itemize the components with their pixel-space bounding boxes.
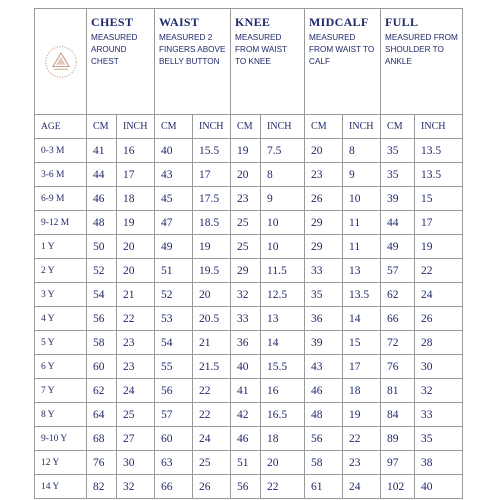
age-cell: 6 Y	[35, 355, 87, 379]
measurement-cell: 81	[381, 379, 415, 403]
knee-title: KNEE	[235, 15, 271, 29]
measurement-cell: 60	[155, 427, 193, 451]
measurement-cell: 19.5	[193, 259, 231, 283]
measurement-cell: 7.5	[261, 139, 305, 163]
measurement-cell: 55	[155, 355, 193, 379]
measurement-cell: 40	[415, 475, 463, 499]
measurement-cell: 89	[381, 427, 415, 451]
measurement-cell: 13.5	[343, 283, 381, 307]
measurement-cell: 56	[155, 379, 193, 403]
measurement-cell: 23	[343, 451, 381, 475]
full-title: FULL	[385, 15, 419, 29]
table-row	[35, 451, 463, 475]
measurement-cell: 52	[87, 259, 117, 283]
measurement-cell: 20	[117, 235, 155, 259]
measurement-cell: 20	[261, 451, 305, 475]
measurement-cell: 22	[193, 403, 231, 427]
table-row	[35, 331, 463, 355]
measurement-cell: 22	[261, 475, 305, 499]
measurement-cell: 18	[117, 187, 155, 211]
measurement-cell: 41	[231, 379, 261, 403]
measurement-cell: 50	[87, 235, 117, 259]
measurement-cell: 10	[343, 187, 381, 211]
age-cell: 1 Y	[35, 235, 87, 259]
measurement-cell: 48	[87, 211, 117, 235]
unit-header-inch: INCH	[415, 115, 463, 139]
measurement-cell: 61	[305, 475, 343, 499]
measurement-cell: 15	[343, 331, 381, 355]
measurement-cell: 23	[117, 355, 155, 379]
measurement-cell: 35	[381, 139, 415, 163]
measurement-cell: 22	[117, 307, 155, 331]
chest-header	[87, 9, 155, 115]
measurement-cell: 39	[381, 187, 415, 211]
measurement-cell: 44	[381, 211, 415, 235]
measurement-cell: 15	[415, 187, 463, 211]
table-row	[35, 139, 463, 163]
measurement-cell: 21.5	[193, 355, 231, 379]
logo-cell	[35, 9, 87, 115]
measurement-cell: 28	[415, 331, 463, 355]
measurement-cell: 46	[87, 187, 117, 211]
size-rows	[35, 139, 463, 499]
age-cell: 9-10 Y	[35, 427, 87, 451]
measurement-cell: 72	[381, 331, 415, 355]
measurement-cell: 8	[261, 163, 305, 187]
measurement-cell: 14	[261, 331, 305, 355]
measurement-cell: 49	[381, 235, 415, 259]
table-row	[35, 475, 463, 499]
measurement-cell: 33	[305, 259, 343, 283]
age-cell: 7 Y	[35, 379, 87, 403]
measurement-cell: 19	[343, 403, 381, 427]
age-cell: 0-3 M	[35, 139, 87, 163]
measurement-cell: 76	[381, 355, 415, 379]
unit-header-inch: INCH	[261, 115, 305, 139]
measurement-cell: 17	[415, 211, 463, 235]
waist-description: MEASURED 2 FINGERS ABOVE BELLY BUTTON	[159, 33, 226, 66]
measurement-cell: 20	[231, 163, 261, 187]
measurement-cell: 47	[155, 211, 193, 235]
measurement-cell: 15.5	[261, 355, 305, 379]
measurement-cell: 49	[155, 235, 193, 259]
measurement-cell: 58	[87, 331, 117, 355]
measurement-cell: 29	[305, 211, 343, 235]
measurement-cell: 62	[381, 283, 415, 307]
measurement-cell: 26	[193, 475, 231, 499]
measurement-cell: 33	[415, 403, 463, 427]
measurement-cell: 36	[305, 307, 343, 331]
measurement-cell: 13	[343, 259, 381, 283]
unit-header-cm: CM	[155, 115, 193, 139]
measurement-cell: 16	[117, 139, 155, 163]
table-row	[35, 283, 463, 307]
measurement-cell: 57	[155, 403, 193, 427]
age-cell: 3 Y	[35, 283, 87, 307]
measurement-cell: 19	[117, 211, 155, 235]
measurement-cell: 29	[231, 259, 261, 283]
unit-header-cm: CM	[381, 115, 415, 139]
full-header	[381, 9, 463, 115]
measurement-cell: 52	[155, 283, 193, 307]
measurement-cell: 25	[231, 235, 261, 259]
measurement-cell: 58	[305, 451, 343, 475]
measurement-cell: 54	[155, 331, 193, 355]
measurement-cell: 84	[381, 403, 415, 427]
measurement-cell: 40	[155, 139, 193, 163]
measurement-cell: 13.5	[415, 163, 463, 187]
measurement-cell: 45	[155, 187, 193, 211]
measurement-cell: 25	[231, 211, 261, 235]
waist-title: WAIST	[159, 15, 200, 29]
measurement-cell: 53	[155, 307, 193, 331]
measurement-cell: 63	[155, 451, 193, 475]
table-row	[35, 355, 463, 379]
measurement-cell: 14	[343, 307, 381, 331]
unit-row	[35, 115, 463, 139]
measurement-cell: 23	[305, 163, 343, 187]
age-cell: 6-9 M	[35, 187, 87, 211]
measurement-cell: 51	[231, 451, 261, 475]
measurement-cell: 16.5	[261, 403, 305, 427]
measurement-cell: 12.5	[261, 283, 305, 307]
measurement-cell: 102	[381, 475, 415, 499]
measurement-cell: 46	[231, 427, 261, 451]
age-cell: 2 Y	[35, 259, 87, 283]
table-row	[35, 427, 463, 451]
measurement-cell: 17	[343, 355, 381, 379]
age-cell: 4 Y	[35, 307, 87, 331]
midcalf-title: MIDCALF	[309, 15, 369, 29]
measurement-cell: 68	[87, 427, 117, 451]
measurement-cell: 27	[117, 427, 155, 451]
measurement-cell: 30	[117, 451, 155, 475]
measurement-cell: 20	[117, 259, 155, 283]
measurement-cell: 62	[87, 379, 117, 403]
measurement-cell: 24	[415, 283, 463, 307]
measurement-cell: 20	[305, 139, 343, 163]
chest-description: MEASURED AROUND CHEST	[91, 33, 138, 66]
measurement-cell: 24	[117, 379, 155, 403]
measurement-cell: 17	[117, 163, 155, 187]
measurement-cell: 18.5	[193, 211, 231, 235]
measurement-cell: 29	[305, 235, 343, 259]
measurement-cell: 9	[261, 187, 305, 211]
measurement-cell: 36	[231, 331, 261, 355]
measurement-cell: 32	[117, 475, 155, 499]
table-row	[35, 259, 463, 283]
table-row	[35, 235, 463, 259]
measurement-cell: 54	[87, 283, 117, 307]
measurement-cell: 8	[343, 139, 381, 163]
measurement-cell: 35	[415, 427, 463, 451]
measurement-cell: 26	[305, 187, 343, 211]
measurement-cell: 11.5	[261, 259, 305, 283]
measurement-cell: 24	[343, 475, 381, 499]
measurement-cell: 25	[193, 451, 231, 475]
measurement-cell: 33	[231, 307, 261, 331]
measurement-cell: 18	[261, 427, 305, 451]
measurement-cell: 17	[193, 163, 231, 187]
header-row	[35, 9, 463, 115]
measurement-cell: 13	[261, 307, 305, 331]
measurement-cell: 40	[231, 355, 261, 379]
measurement-cell: 43	[155, 163, 193, 187]
age-cell: 3-6 M	[35, 163, 87, 187]
table-row	[35, 211, 463, 235]
full-description: MEASURED FROM SHOULDER TO ANKLE	[385, 33, 458, 66]
measurement-cell: 32	[415, 379, 463, 403]
mountain-badge-icon	[43, 44, 79, 80]
table-row	[35, 187, 463, 211]
measurement-cell: 66	[155, 475, 193, 499]
measurement-cell: 56	[231, 475, 261, 499]
measurement-cell: 19	[415, 235, 463, 259]
measurement-cell: 35	[305, 283, 343, 307]
unit-header-cm: CM	[87, 115, 117, 139]
measurement-cell: 23	[117, 331, 155, 355]
table-row	[35, 307, 463, 331]
measurement-cell: 43	[305, 355, 343, 379]
measurement-cell: 56	[305, 427, 343, 451]
age-cell: 12 Y	[35, 451, 87, 475]
measurement-cell: 57	[381, 259, 415, 283]
measurement-cell: 10	[261, 235, 305, 259]
measurement-cell: 11	[343, 235, 381, 259]
measurement-cell: 10	[261, 211, 305, 235]
table-row	[35, 403, 463, 427]
measurement-cell: 24	[193, 427, 231, 451]
measurement-cell: 97	[381, 451, 415, 475]
measurement-cell: 60	[87, 355, 117, 379]
table-row	[35, 379, 463, 403]
size-chart-table	[34, 8, 463, 499]
unit-header-inch: INCH	[193, 115, 231, 139]
measurement-cell: 23	[231, 187, 261, 211]
measurement-cell: 22	[415, 259, 463, 283]
measurement-cell: 64	[87, 403, 117, 427]
measurement-cell: 15.5	[193, 139, 231, 163]
measurement-cell: 9	[343, 163, 381, 187]
chest-title: CHEST	[91, 15, 134, 29]
midcalf-description: MEASURED FROM WAIST TO CALF	[309, 33, 375, 66]
knee-description: MEASURED FROM WAIST TO KNEE	[235, 33, 287, 66]
measurement-cell: 20	[193, 283, 231, 307]
measurement-cell: 19	[193, 235, 231, 259]
measurement-cell: 46	[305, 379, 343, 403]
unit-header-cm: CM	[305, 115, 343, 139]
measurement-cell: 21	[193, 331, 231, 355]
measurement-cell: 41	[87, 139, 117, 163]
measurement-cell: 44	[87, 163, 117, 187]
measurement-cell: 38	[415, 451, 463, 475]
measurement-cell: 21	[117, 283, 155, 307]
measurement-cell: 22	[343, 427, 381, 451]
age-cell: 8 Y	[35, 403, 87, 427]
measurement-cell: 42	[231, 403, 261, 427]
measurement-cell: 25	[117, 403, 155, 427]
age-cell: 9-12 M	[35, 211, 87, 235]
measurement-cell: 51	[155, 259, 193, 283]
measurement-cell: 26	[415, 307, 463, 331]
waist-header	[155, 9, 231, 115]
unit-header-inch: INCH	[343, 115, 381, 139]
unit-header-inch: INCH	[117, 115, 155, 139]
measurement-cell: 22	[193, 379, 231, 403]
midcalf-header	[305, 9, 381, 115]
measurement-cell: 17.5	[193, 187, 231, 211]
measurement-cell: 48	[305, 403, 343, 427]
age-column-header: AGE	[35, 115, 87, 139]
measurement-cell: 18	[343, 379, 381, 403]
measurement-cell: 66	[381, 307, 415, 331]
measurement-cell: 30	[415, 355, 463, 379]
measurement-cell: 20.5	[193, 307, 231, 331]
measurement-cell: 82	[87, 475, 117, 499]
measurement-cell: 11	[343, 211, 381, 235]
table-row	[35, 163, 463, 187]
measurement-cell: 56	[87, 307, 117, 331]
measurement-cell: 35	[381, 163, 415, 187]
measurement-cell: 32	[231, 283, 261, 307]
measurement-cell: 39	[305, 331, 343, 355]
measurement-cell: 76	[87, 451, 117, 475]
age-cell: 5 Y	[35, 331, 87, 355]
measurement-cell: 16	[261, 379, 305, 403]
unit-header-cm: CM	[231, 115, 261, 139]
measurement-cell: 19	[231, 139, 261, 163]
age-cell: 14 Y	[35, 475, 87, 499]
knee-header	[231, 9, 305, 115]
measurement-cell: 13.5	[415, 139, 463, 163]
